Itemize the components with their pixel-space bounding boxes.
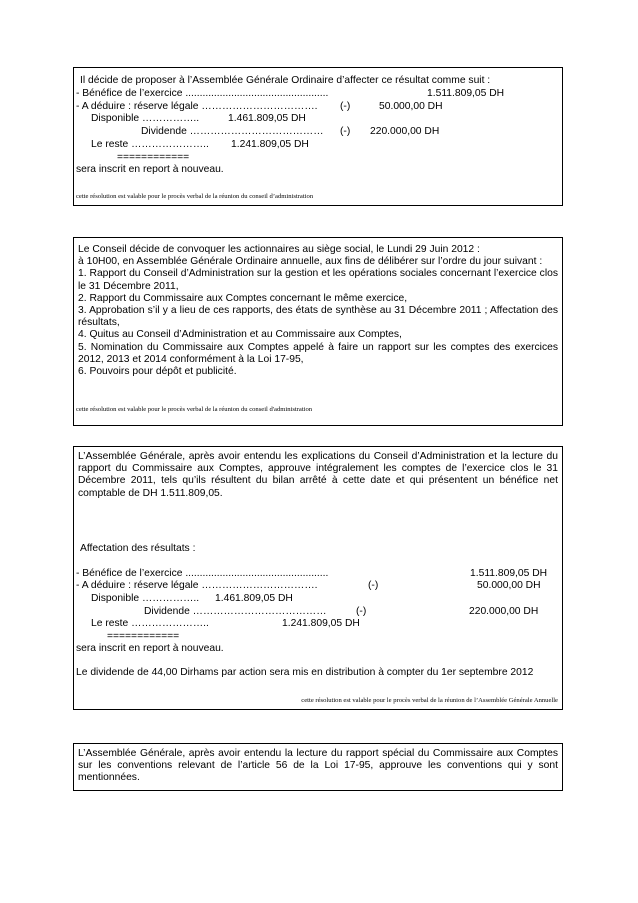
agenda-item-3: 3. Approbation s’il y a lieu de ces rapports, des états de synthèse au 31 Décembre 2011 ; Affectation des résultats, — [78, 305, 558, 329]
disponible-value: 1.461.809,05 DH — [215, 593, 293, 604]
resolution-note: cette résolution est valable pour le procès verbal de la réunion du conseil d’administration — [76, 193, 314, 200]
reste-value: 1.241.809,05 DH — [231, 139, 309, 150]
separator: ============ — [117, 152, 190, 163]
resolution-box-affectation-conseil — [73, 67, 563, 206]
resolution-box-convocation — [73, 237, 563, 426]
dividende-sign: (-) — [356, 606, 367, 617]
report-text: sera inscrit en report à nouveau. — [76, 164, 224, 175]
reste-label: Le reste ………………….. — [91, 618, 209, 629]
reste-label: Le reste ………………….. — [91, 139, 209, 150]
disponible-value: 1.461.809,05 DH — [228, 113, 306, 124]
reste-value: 1.241.809,05 DH — [282, 618, 360, 629]
resolution-box-conventions — [73, 743, 563, 791]
dividende-sign: (-) — [340, 126, 351, 137]
conventions-paragraph: L’Assemblée Générale, après avoir entendu la lecture du rapport spécial du Commissaire aux Comptes sur les conventions relevant de l’article 56 de la Loi 17-95, approuve les conventions qui y sont mentionnées. — [78, 748, 558, 784]
agenda-item-6: 6. Pouvoirs pour dépôt et publicité. — [78, 366, 237, 378]
report-text: sera inscrit en report à nouveau. — [76, 643, 224, 654]
resolution-note: cette résolution est valable pour le procès verbal de la réunion de l’Assemblée Générale Annuelle — [301, 697, 558, 704]
deduire-value: 50.000,00 DH — [379, 101, 443, 112]
dividend-distribution-text: Le dividende de 44,00 Dirhams par action sera mis en distribution à compter du 1er septembre 2012 — [76, 667, 534, 678]
agenda-item-5: 5. Nomination du Commissaire aux Comptes appelé à faire un rapport sur les comptes des exercices 2012, 2013 et 2014 conformément à la Loi 17-95, — [78, 341, 558, 365]
benefice-value: 1.511.809,05 DH — [470, 568, 548, 579]
resolution-note: cette résolution est valable pour le procès verbal de la réunion du conseil d'administration — [76, 406, 313, 413]
disponible-label: Disponible …………….. — [91, 593, 200, 604]
intro-text: Il décide de proposer à l’Assemblée Générale Ordinaire d’affecter ce résultat comme suit : — [80, 75, 491, 86]
benefice-value: 1.511.809,05 DH — [427, 88, 505, 99]
convocation-line-1: Le Conseil décide de convoquer les actionnaires au siège social, le Lundi 29 Juin 2012 : — [78, 244, 480, 255]
separator: ============ — [107, 631, 180, 642]
benefice-label: - Bénéfice de l’exercice .................................................. — [76, 568, 329, 579]
resolution-box-approbation — [73, 446, 563, 710]
deduire-sign: (-) — [340, 101, 351, 112]
disponible-label: Disponible …………….. — [91, 113, 200, 124]
approbation-paragraph: L’Assemblée Générale, après avoir entendu les explications du Conseil d’Administration et la lecture du rapport du Commissaire aux Comptes, approuve intégralement les comptes de l’exercice clos le 31 Décembre 2011, tels qu’ils résultent du bilan arrêté à cette date et qui présentent un bénéfice net comptable de DH 1.511.809,05. — [78, 451, 558, 499]
convocation-text — [78, 244, 558, 378]
dividende-value: 220.000,00 DH — [469, 606, 539, 617]
deduire-label: - A déduire : réserve légale ……………………………. — [76, 101, 318, 112]
deduire-value: 50.000,00 DH — [477, 580, 541, 591]
deduire-label: - A déduire : réserve légale ……………………………. — [76, 580, 318, 591]
convocation-line-2: à 10H00, en Assemblée Générale Ordinaire annuelle, aux fins de délibérer sur l’ordre du jour suivant : — [78, 256, 543, 268]
benefice-label: - Bénéfice de l’exercice .................................................. — [76, 88, 329, 99]
dividende-label: Dividende ………………………………… — [141, 126, 324, 137]
dividende-value: 220.000,00 DH — [370, 126, 440, 137]
dividende-label: Dividende ………………………………… — [144, 606, 327, 617]
agenda-item-2: 2. Rapport du Commissaire aux Comptes concernant le même exercice, — [78, 292, 408, 304]
affectation-title: Affectation des résultats : — [80, 543, 196, 554]
agenda-item-1: 1. Rapport du Conseil d’Administration sur la gestion et les opérations sociales concernant l’exercice clos le 31 Décembre 2011, — [78, 268, 558, 292]
agenda-item-4: 4. Quitus au Conseil d’Administration et au Commissaire aux Comptes, — [78, 329, 402, 341]
deduire-sign: (-) — [368, 580, 379, 591]
